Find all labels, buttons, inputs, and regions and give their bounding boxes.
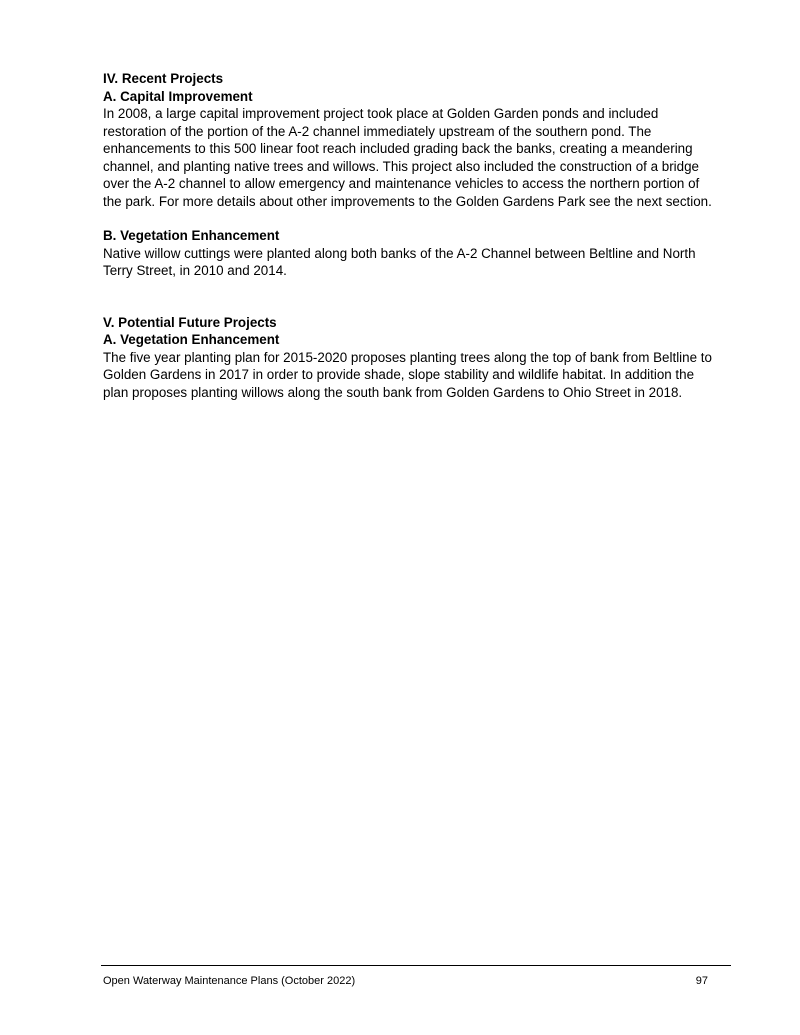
footer-divider bbox=[101, 965, 731, 966]
section-title-recent-projects: IV. Recent Projects bbox=[103, 71, 224, 86]
paragraph-capital-improvement: In 2008, a large capital improvement project took place at Golden Garden ponds and included restoration of the portion of the A-2 channel immediately upstream of the southern pond. The enhancements to this 500 linear foot reach included grading back the banks, creating a meandering channel, and planting native trees and willows. This project also included the construction of a bridge over the A-2 channel to allow emergency and maintenance vehicles to access the northern portion of the park. For more details about other improvements to the Golden Gardens Park see the next section. bbox=[103, 106, 712, 209]
page-content bbox=[103, 70, 713, 401]
paragraph-vegetation-enhancement-recent: Native willow cuttings were planted along both banks of the A-2 Channel between Beltline and North Terry Street, in 2010 and 2014. bbox=[103, 245, 696, 278]
subheading-capital-improvement: A. Capital Improvement bbox=[103, 88, 253, 104]
subheading-vegetation-enhancement-future: A. Vegetation Enhancement bbox=[103, 332, 280, 347]
subheading-vegetation-enhancement-recent: B. Vegetation Enhancement bbox=[103, 228, 280, 243]
paragraph-vegetation-enhancement-future: The five year planting plan for 2015-2020 proposes planting trees along the top of bank from Beltline to Golden Gardens in 2017 in order to provide shade, slope stability and wildlife habitat. In addition the plan proposes planting willows along the south bank from Golden Gardens to Ohio Street in 2018. bbox=[103, 349, 712, 400]
section-title-future-projects: V. Potential Future Projects bbox=[103, 314, 277, 330]
footer-document-title: Open Waterway Maintenance Plans (October 2022) bbox=[103, 975, 356, 987]
spacer bbox=[103, 280, 713, 314]
footer-page-number: 97 bbox=[695, 975, 708, 987]
spacer bbox=[103, 210, 713, 227]
